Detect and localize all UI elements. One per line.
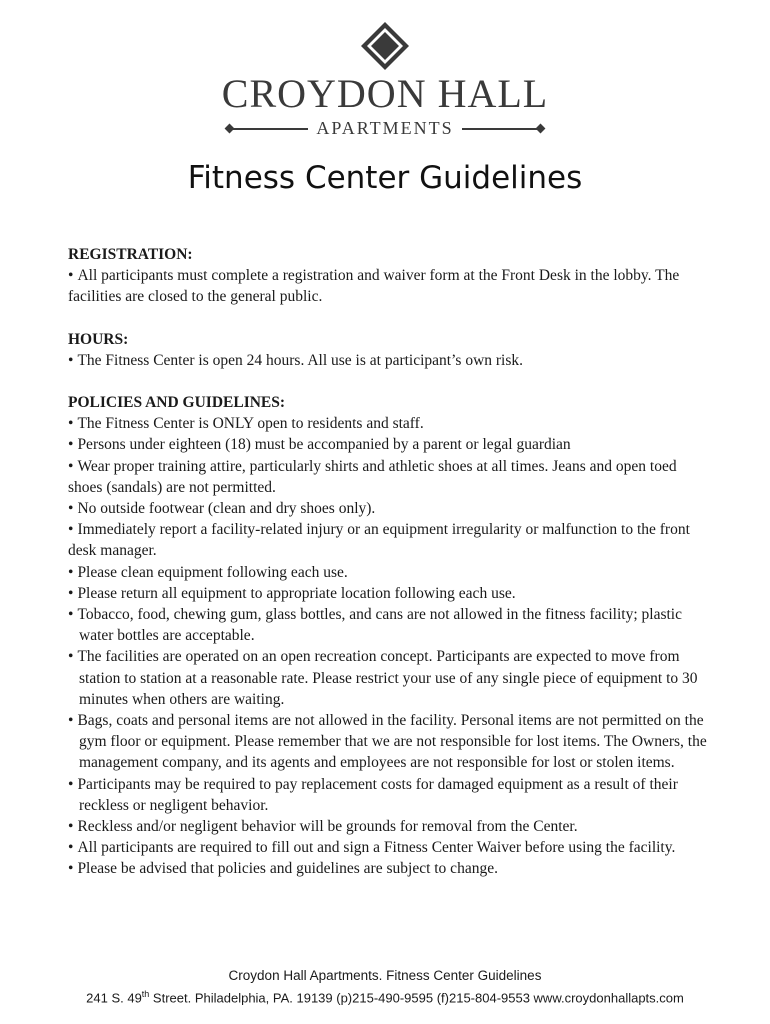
list-item: • Bags, coats and personal items are not allowed in the facility. Personal items are not permitted on the gym floor or equipment. Please remember that we are not responsible for lost items. The Owners, the management company, and its agents and employees are not responsible for lost or stolen items.	[68, 712, 707, 772]
section-registration	[68, 244, 708, 308]
list-item: • No outside footwear (clean and dry shoes only).	[68, 500, 376, 518]
section-heading: HOURS:	[68, 330, 129, 348]
list-item: • The facilities are operated on an open recreation concept. Participants are expected to move from station to station at a reasonable rate. Please restrict your use of any single piece of equipment to 30 minutes when others are waiting.	[68, 648, 698, 708]
list-item: • Participants may be required to pay replacement costs for damaged equipment as a result of their reckless or negligent behavior.	[68, 775, 678, 814]
section-heading: REGISTRATION:	[68, 246, 193, 263]
footer-address: 241 S. 49th Street. Philadelphia, PA. 19139 (p)215-490-9595 (f)215-804-9553 www.croydonhallapts.com	[86, 989, 684, 1006]
right-rule	[462, 125, 544, 132]
section-hours	[68, 329, 708, 371]
list-item: • The Fitness Center is open 24 hours. All use is at participant’s own risk.	[68, 351, 524, 369]
page-title: Fitness Center Guidelines	[187, 160, 583, 196]
left-rule	[226, 125, 308, 132]
section-heading: POLICIES AND GUIDELINES:	[68, 394, 286, 412]
list-item: • All participants must complete a registration and waiver form at the Front Desk in the lobby. The facilities are closed to the general public.	[68, 267, 680, 306]
document-body	[68, 244, 708, 901]
brand-subtitle-row	[0, 118, 770, 139]
list-item: • Please return all equipment to appropriate location following each use.	[68, 584, 516, 602]
section-policies	[68, 392, 708, 880]
brand-name: CROYDON HALL	[221, 71, 549, 116]
list-item: • All participants are required to fill out and sign a Fitness Center Waiver before using the facility.	[68, 839, 676, 857]
footer	[0, 966, 770, 1007]
list-item: • Please be advised that policies and guidelines are subject to change.	[68, 860, 498, 878]
list-item: • Persons under eighteen (18) must be accompanied by a parent or legal guardian	[68, 436, 571, 454]
list-item: • Immediately report a facility-related injury or an equipment irregularity or malfunction to the front desk manager.	[68, 521, 690, 560]
list-item: • Please clean equipment following each use.	[68, 563, 348, 581]
list-item: • Reckless and/or negligent behavior will be grounds for removal from the Center.	[68, 818, 578, 836]
list-item: • The Fitness Center is ONLY open to residents and staff.	[68, 415, 424, 433]
brand-subtitle: APARTMENTS	[316, 118, 454, 138]
logo	[0, 20, 770, 139]
list-item: • Tobacco, food, chewing gum, glass bottles, and cans are not allowed in the fitness facility; plastic water bottles are acceptable.	[68, 606, 682, 645]
footer-title: Croydon Hall Apartments. Fitness Center Guidelines	[228, 968, 542, 983]
diamond-logo-icon	[359, 20, 411, 72]
list-item: • Wear proper training attire, particularly shirts and athletic shoes at all times. Jeans and open toed shoes (sandals) are not permitted.	[68, 457, 677, 496]
